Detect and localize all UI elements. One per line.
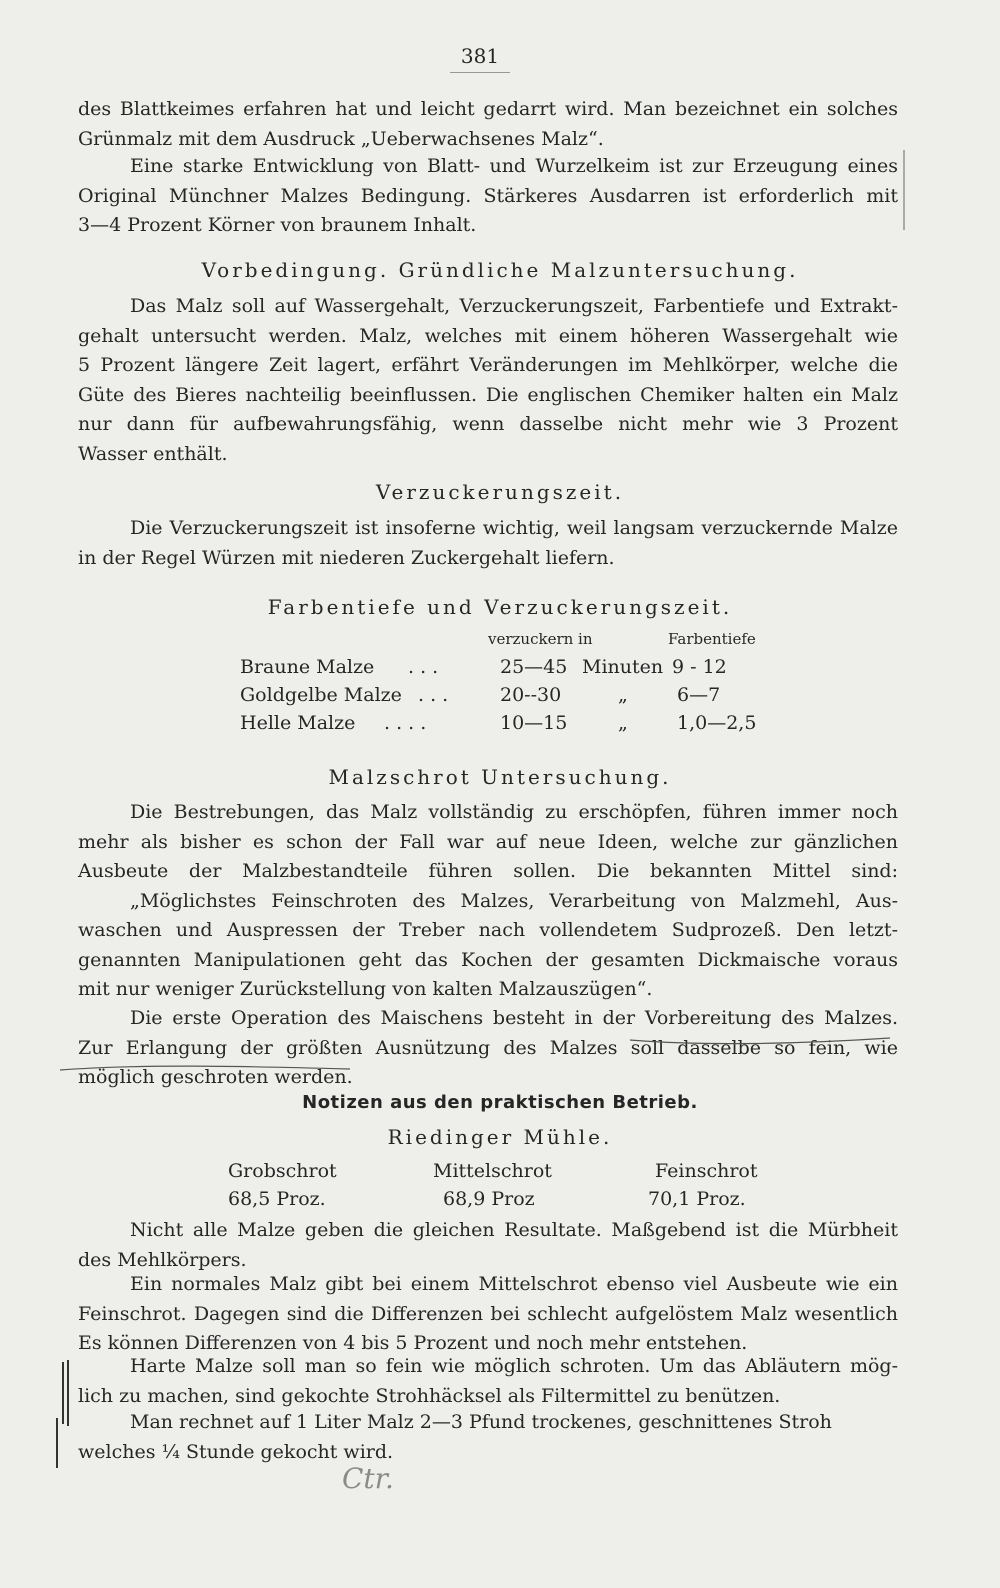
table-cell: „ [618,684,628,706]
text-line: genannten Manipulationen geht das Kochen der gesamten Dickmaische voraus [78,948,898,971]
table-cell: 68,5 Proz. [228,1188,326,1210]
table-cell: 70,1 Proz. [648,1188,746,1210]
section-heading: Vorbedingung. Gründliche Malzuntersuchung. [201,258,799,282]
text-line: Nicht alle Malze geben die gleichen Resultate. Maßgebend ist die Mürbheit [130,1219,898,1241]
text-line: möglich geschroten werden. [78,1066,353,1088]
table-cell: 6—7 [677,684,721,706]
text-line: Ein normales Malz gibt bei einem Mittelschrot ebenso viel Ausbeute wie ein [130,1273,898,1295]
table-cell: Helle Malze [240,712,356,734]
text-line: Harte Malze soll man so fein wie möglich schroten. Um das Abläutern mög- [130,1355,898,1377]
column-header: Grobschrot [228,1160,337,1182]
column-header: verzuckern in [488,630,593,648]
text-line: Güte des Bieres nachteilig beeinflussen. Die englischen Chemiker halten ein Malz [78,383,898,406]
margin-mark [67,1360,69,1426]
text-line: waschen und Auspressen der Treber nach vollendetem Sudprozeß. Den letzt- [78,919,898,941]
text-line: Original Münchner Malzes Bedingung. Stärkeres Ausdarren ist erforderlich mit [78,184,898,207]
text-line: nur dann für aufbewahrungsfähig, wenn dasselbe nicht mehr wie 3 Prozent [78,413,898,435]
handwritten-underline [60,1036,900,1076]
text-line: Zur Erlangung der größten Ausnützung des Malzes soll dasselbe so fein, wie [78,1036,898,1059]
section-heading: Farbentiefe und Verzuckerungszeit. [267,595,733,619]
text-line: Ausbeute der Malzbestandteile führen sollen. Die bekannten Mittel sind: [78,860,898,882]
column-header: Mittelschrot [433,1160,552,1182]
text-line: des Mehlkörpers. [78,1248,247,1271]
text-line: „Möglichstes Feinschroten des Malzes, Verarbeitung von Malzmehl, Aus- [130,889,898,912]
section-heading: Riedinger Mühle. [387,1125,613,1149]
paragraph-5 [78,798,898,1005]
margin-mark [62,1362,64,1424]
table-cell: . . . . [384,712,427,734]
text-line: Wasser enthält. [78,442,228,465]
table-cell: 25—45 [500,656,568,678]
text-line: mit nur weniger Zurückstellung von kalten Malzauszügen“. [78,978,653,1000]
margin-mark [903,150,905,230]
text-line: Es können Differenzen von 4 bis 5 Prozent und noch mehr entstehen. [78,1332,748,1354]
text-line: Man rechnet auf 1 Liter Malz 2—3 Pfund trockenes, geschnittenes Stroh [130,1411,832,1433]
text-line: mehr als bisher es schon der Fall war auf neue Ideen, welche zur gänzlichen [78,830,898,853]
table-cell: . . . [418,684,449,706]
column-header: Feinschrot [655,1160,758,1182]
text-line: Die Verzuckerungszeit ist insoferne wichtig, weil langsam verzuckernde Malze [130,517,898,539]
text-line: Feinschrot. Dagegen sind die Differenzen bei schlecht aufgelöstem Malz wesentlich [78,1302,898,1325]
table-cell: 10—15 [500,712,568,734]
paragraph-10 [78,1408,898,1467]
text-line: lich zu machen, sind gekochte Strohhäcksel als Filtermittel zu benützen. [78,1384,781,1407]
table-cell: 20--30 [500,684,562,706]
section-heading-bold: Notizen aus den praktischen Betrieb. [302,1092,698,1113]
margin-mark [56,1418,58,1468]
table-cell: Braune Malze [240,656,375,678]
page-number: 381 [450,44,510,73]
text-line: gehalt untersucht werden. Malz, welches mit einem höheren Wassergehalt wie [78,324,898,347]
text-line: Grünmalz mit dem Ausdruck „Ueberwachsenes Malz“. [78,127,604,150]
handwritten-annotation: Ctr. [342,1462,394,1495]
table-cell: 68,9 Proz [443,1188,535,1210]
text-line: Die Bestrebungen, das Malz vollständig zu erschöpfen, führen immer noch [130,801,898,823]
text-line: Eine starke Entwicklung von Blatt- und Wurzelkeim ist zur Erzeugung eines [130,155,898,177]
paragraph-9 [78,1352,898,1411]
paragraph-3 [78,292,898,469]
table-cell: Goldgelbe Malze [240,684,402,706]
table-cell: Minuten [582,656,664,678]
section-heading: Verzuckerungszeit. [375,480,625,504]
text-line: in der Regel Würzen mit niederen Zuckergehalt liefern. [78,546,615,569]
paragraph-8 [78,1270,898,1359]
text-line: Die erste Operation des Maischens besteht in der Vorbereitung des Malzes. [130,1007,898,1029]
text-line: welches ¼ Stunde gekocht wird. [78,1440,394,1463]
text-line: Das Malz soll auf Wassergehalt, Verzuckerungszeit, Farbentiefe und Extrakt- [130,295,898,317]
table-cell: „ [618,712,628,734]
text-line: des Blattkeimes erfahren hat und leicht gedarrt wird. Man bezeichnet ein solches [78,98,898,120]
table-cell: 9 - 12 [672,656,727,678]
paragraph-4 [78,514,898,573]
table-cell: 1,0—2,5 [677,712,757,734]
paragraph-1 [78,95,898,154]
text-line: 5 Prozent längere Zeit lagert, erfährt Veränderungen im Mehlkörper, welche die [78,354,898,376]
text-line: 3—4 Prozent Körner von braunem Inhalt. [78,214,477,236]
section-heading: Malzschrot Untersuchung. [328,765,672,789]
paragraph-7 [78,1216,898,1275]
paragraph-2 [78,152,898,241]
column-header: Farbentiefe [668,630,756,648]
table-cell: . . . [408,656,439,678]
